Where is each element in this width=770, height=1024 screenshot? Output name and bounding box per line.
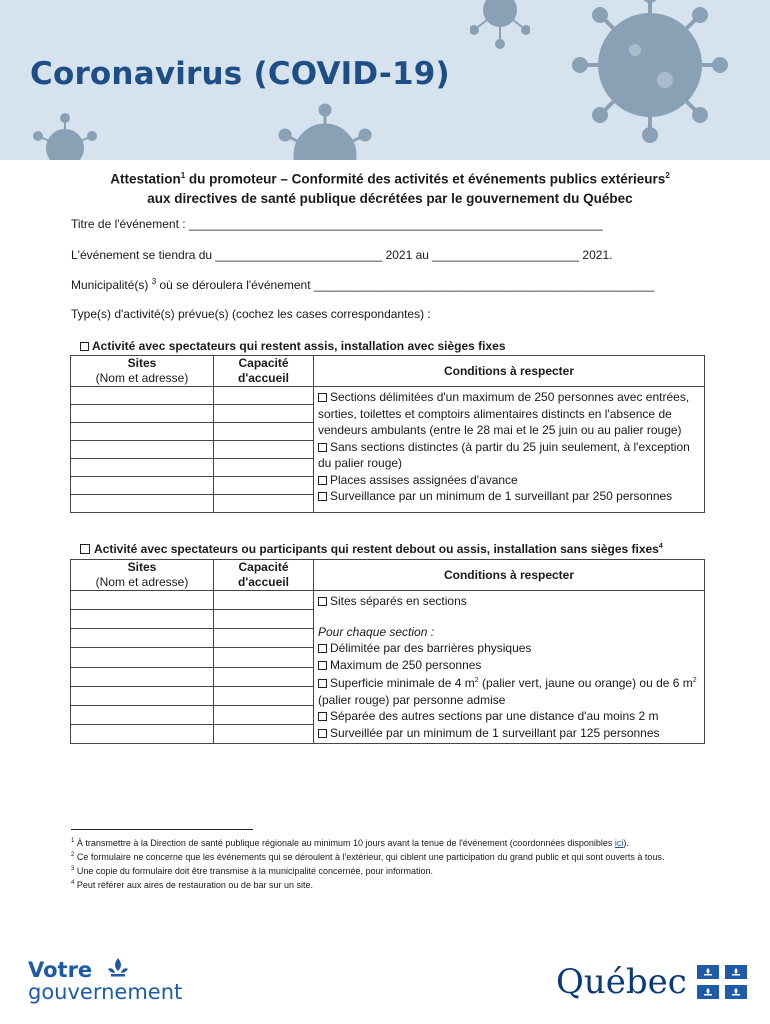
condition-text: Maximum de 250 personnes xyxy=(330,657,482,672)
capacity-input[interactable] xyxy=(214,724,314,743)
logo-text-line-2: gouvernement xyxy=(28,980,183,1004)
footnote-ref: 4 xyxy=(658,543,663,550)
logo-text-line-1 xyxy=(28,957,182,981)
page-title: Coronavirus (COVID-19) xyxy=(30,56,450,92)
footnote-3 xyxy=(71,863,731,877)
virus-illustration-icon xyxy=(470,0,530,50)
capacity-input[interactable] xyxy=(214,495,314,513)
footnote-2 xyxy=(71,849,731,863)
heading-text: Attestation xyxy=(110,171,181,187)
checkbox[interactable] xyxy=(318,729,327,738)
site-input[interactable] xyxy=(71,686,214,705)
site-input[interactable] xyxy=(71,387,214,405)
checkbox[interactable] xyxy=(80,342,89,351)
fleur-de-lis-icon xyxy=(105,957,131,979)
site-input[interactable] xyxy=(71,423,214,441)
event-dates-field[interactable]: L'événement se tiendra du _________________________ 2021 au ______________________ 2021. xyxy=(71,248,613,262)
heading-text: du promoteur – Conformité des activités et événements publics extérieurs xyxy=(185,171,666,187)
superscript: 2 xyxy=(474,677,479,684)
section2-table xyxy=(70,559,705,744)
superscript: 2 xyxy=(692,677,697,684)
municipality-blank: où se déroulera l'événement ___________________________________________________ xyxy=(156,278,655,292)
footnote-text: Ce formulaire ne concerne que les événements qui se déroulent à l'extérieur, qui ciblent une participation du grand public et qui sont ouverts à tous. xyxy=(74,852,665,862)
spacer xyxy=(318,610,700,624)
site-input[interactable] xyxy=(71,591,214,610)
checkbox[interactable] xyxy=(80,544,90,554)
header-capacity xyxy=(214,560,314,591)
header-conditions: Conditions à respecter xyxy=(314,356,705,387)
site-input[interactable] xyxy=(71,648,214,667)
section1-label-text: Activité avec spectateurs qui restent assis, installation avec sièges fixes xyxy=(92,339,506,353)
contacts-link[interactable]: ici xyxy=(614,838,624,848)
condition-item[interactable] xyxy=(318,488,700,505)
condition-text: Sites séparés en sections xyxy=(330,594,467,608)
checkbox[interactable] xyxy=(318,679,327,688)
capacity-input[interactable] xyxy=(214,648,314,667)
virus-illustration-icon xyxy=(540,0,770,160)
condition-item[interactable] xyxy=(318,439,700,472)
header-sites-sub: (Nom et adresse) xyxy=(95,371,189,385)
activity-types-label: Type(s) d'activité(s) prévue(s) (cochez les cases correspondantes) : xyxy=(71,307,431,321)
quebec-logo: Québec xyxy=(556,962,687,1002)
header-sites-sub: (Nom et adresse) xyxy=(95,575,189,589)
capacity-input[interactable] xyxy=(214,686,314,705)
header-sites-label: Sites xyxy=(127,356,157,370)
section2-label-text: Activité avec spectateurs ou participants qui restent debout ou assis, installation sans sièges fixes xyxy=(94,542,659,556)
site-input[interactable] xyxy=(71,667,214,686)
checkbox[interactable] xyxy=(318,476,327,485)
site-input[interactable] xyxy=(71,610,214,629)
condition-text: Sans sections distinctes (à partir du 25 juin seulement, à l'exception du palier rouge) xyxy=(318,439,690,470)
site-input[interactable] xyxy=(71,459,214,477)
heading-line-2: aux directives de santé publique décrétées par le gouvernement du Québec xyxy=(147,190,633,206)
checkbox[interactable] xyxy=(318,492,327,501)
footnote-number: 1 xyxy=(71,838,75,844)
header-sites-label: Sites xyxy=(127,560,157,574)
condition-text: Surveillée par un minimum de 1 surveillant par 125 personnes xyxy=(330,725,660,740)
footnote-ref: 1 xyxy=(180,171,186,180)
footnotes xyxy=(71,835,731,891)
condition-item[interactable] xyxy=(318,472,700,489)
footnote-ref: 2 xyxy=(665,171,670,180)
checkbox[interactable] xyxy=(318,393,327,402)
header-capacity-label: Capacité xyxy=(238,356,289,370)
footnote-number: 2 xyxy=(71,852,75,858)
condition-item[interactable] xyxy=(318,708,700,725)
footnote-number: 4 xyxy=(71,880,75,886)
condition-text: Places assises assignées d'avance xyxy=(330,472,518,487)
header-capacity-label: Capacité xyxy=(238,560,289,574)
capacity-input[interactable] xyxy=(214,591,314,610)
conditions-cell xyxy=(314,387,705,513)
votre-gouvernement-logo xyxy=(28,957,182,1003)
site-input[interactable] xyxy=(71,495,214,513)
footnote-number: 3 xyxy=(71,866,75,872)
capacity-input[interactable] xyxy=(214,610,314,629)
footnote-text: Une copie du formulaire doit être transmise à la municipalité concernée, pour information. xyxy=(74,866,434,876)
condition-text: (palier rouge) par personne admise xyxy=(318,692,506,707)
table-header-row xyxy=(71,560,705,591)
form-heading xyxy=(60,166,720,208)
condition-text: Surveillance par un minimum de 1 surveillant par 250 personnes xyxy=(330,489,673,503)
header-capacity-label: d'accueil xyxy=(238,371,289,385)
footnote-text: ). xyxy=(623,838,629,848)
condition-item[interactable] xyxy=(318,593,700,610)
condition-text: Sections délimitées d'un maximum de 250 personnes avec entrées, sorties, toilettes et comptoirs alimentaires distincts en l'absence de vendeurs ambulants (entre le 28 mai et le 25 juin ou au palier rouge) xyxy=(318,390,690,437)
header-conditions: Conditions à respecter xyxy=(314,560,705,591)
header-sites xyxy=(71,560,214,591)
condition-item[interactable] xyxy=(318,389,700,439)
condition-text: Superficie minimale de 4 m xyxy=(330,676,475,690)
condition-item[interactable] xyxy=(318,673,700,708)
checkbox[interactable] xyxy=(318,443,327,452)
capacity-input[interactable] xyxy=(214,387,314,405)
site-input[interactable] xyxy=(71,405,214,423)
checkbox[interactable] xyxy=(318,597,327,606)
checkbox[interactable] xyxy=(318,712,327,721)
table-row xyxy=(71,387,705,405)
capacity-input[interactable] xyxy=(214,477,314,495)
table-row xyxy=(71,591,705,610)
capacity-input[interactable] xyxy=(214,667,314,686)
footnote-4 xyxy=(71,877,731,891)
footnote-text: À transmettre à la Direction de santé publique régionale au minimum 10 jours avant la tenue de l'événement (coordonnées disponibles xyxy=(74,838,615,848)
capacity-input[interactable] xyxy=(214,423,314,441)
site-input[interactable] xyxy=(71,724,214,743)
header-capacity-label: d'accueil xyxy=(238,575,289,589)
footnote-divider xyxy=(71,829,253,830)
footnote-ref: 3 xyxy=(151,277,157,286)
condition-text: Délimitée par des barrières physiques xyxy=(330,641,532,655)
municipality-label: Municipalité(s) xyxy=(71,278,149,292)
quebec-flag-icon xyxy=(697,965,747,999)
capacity-input[interactable] xyxy=(214,441,314,459)
table-header-row xyxy=(71,356,705,387)
capacity-input[interactable] xyxy=(214,459,314,477)
conditions-cell xyxy=(314,591,705,744)
section2-label[interactable] xyxy=(80,542,663,556)
condition-text: (palier vert, jaune ou orange) ou de 6 m xyxy=(478,676,693,690)
condition-item[interactable] xyxy=(318,657,700,674)
checkbox[interactable] xyxy=(318,644,327,653)
header-sites xyxy=(71,356,214,387)
capacity-input[interactable] xyxy=(214,405,314,423)
site-input[interactable] xyxy=(71,441,214,459)
virus-illustration-icon xyxy=(270,95,380,160)
per-section-label: Pour chaque section : xyxy=(318,624,435,639)
site-input[interactable] xyxy=(71,629,214,648)
logo-word: Votre xyxy=(28,958,93,982)
footnote-1 xyxy=(71,835,731,849)
event-title-field[interactable]: Titre de l'événement : ______________________________________________________________ xyxy=(71,217,603,231)
section1-label[interactable] xyxy=(80,339,506,353)
site-input[interactable] xyxy=(71,477,214,495)
virus-illustration-icon xyxy=(30,108,100,160)
site-input[interactable] xyxy=(71,705,214,724)
checkbox[interactable] xyxy=(318,661,327,670)
capacity-input[interactable] xyxy=(214,629,314,648)
header-banner xyxy=(0,0,770,160)
capacity-input[interactable] xyxy=(214,705,314,724)
heading-line-1 xyxy=(60,166,720,189)
condition-text: Séparée des autres sections par une distance d'au moins 2 m xyxy=(330,709,659,723)
municipality-field[interactable] xyxy=(71,277,654,292)
footnote-text: Peut référer aux aires de restauration ou de bar sur un site. xyxy=(74,880,313,890)
condition-item[interactable] xyxy=(318,725,700,742)
condition-item[interactable] xyxy=(318,640,700,657)
header-capacity xyxy=(214,356,314,387)
section1-table xyxy=(70,355,705,513)
